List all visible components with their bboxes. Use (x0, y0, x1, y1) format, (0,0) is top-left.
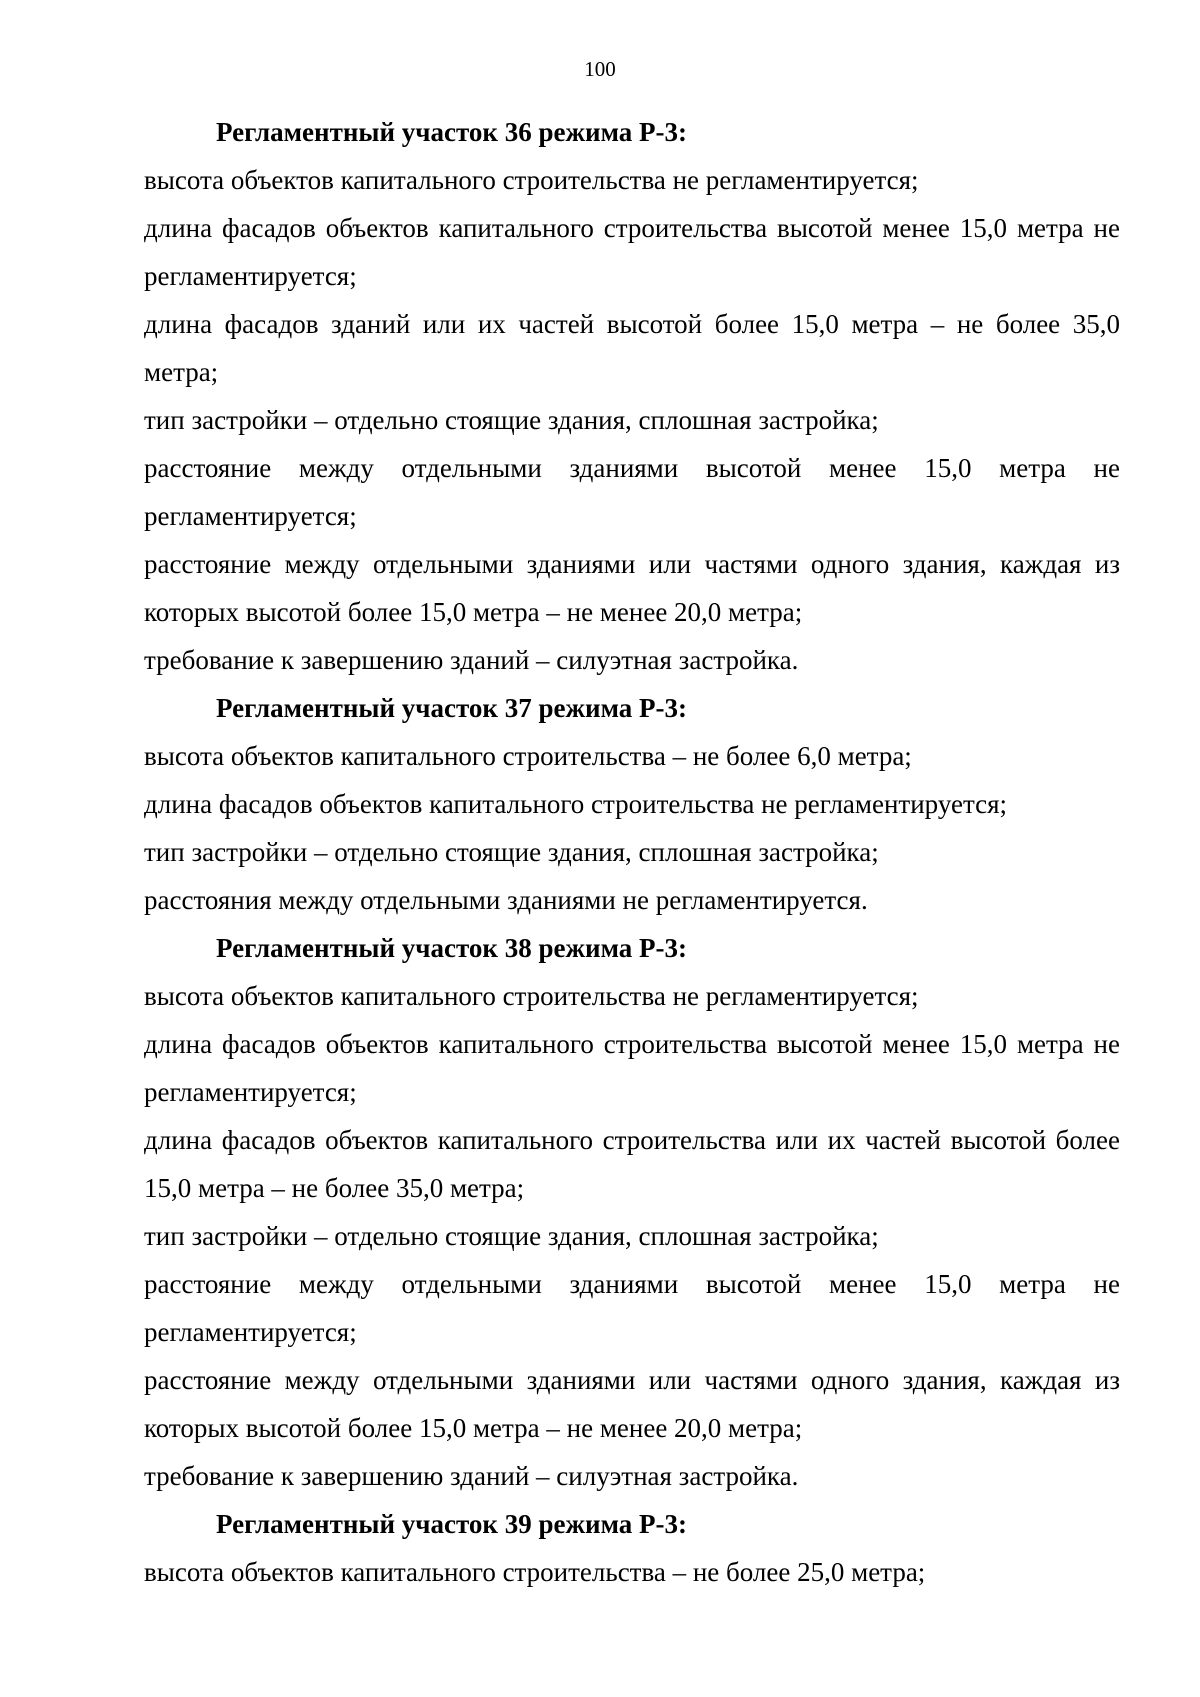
paragraph: требование к завершению зданий – силуэтная застройка. (144, 1461, 799, 1491)
section-heading: Регламентный участок 38 режима Р-3: (216, 933, 688, 963)
paragraph: расстояние между отдельными зданиями высотой менее 15,0 метра не регламентируется; (144, 453, 1120, 531)
paragraph: длина фасадов объектов капитального строительства не регламентируется; (144, 789, 1007, 819)
section-36 (144, 108, 1120, 684)
section-37 (144, 684, 1120, 924)
paragraph: расстояние между отдельными зданиями высотой менее 15,0 метра не регламентируется; (144, 1269, 1120, 1347)
section-38 (144, 924, 1120, 1500)
paragraph: тип застройки – отдельно стоящие здания, сплошная застройка; (144, 1221, 879, 1251)
paragraph: расстояния между отдельными зданиями не регламентируется. (144, 885, 868, 915)
paragraph: высота объектов капитального строительства – не более 6,0 метра; (144, 741, 912, 771)
page-content (144, 108, 1120, 1596)
paragraph: требование к завершению зданий – силуэтная застройка. (144, 645, 799, 675)
paragraph: высота объектов капитального строительства не регламентируется; (144, 981, 919, 1011)
paragraph: высота объектов капитального строительства – не более 25,0 метра; (144, 1557, 926, 1587)
paragraph: длина фасадов объектов капитального строительства высотой менее 15,0 метра не регламентируется; (144, 1029, 1120, 1107)
paragraph: расстояние между отдельными зданиями или частями одного здания, каждая из которых высотой более 15,0 метра – не менее 20,0 метра; (144, 549, 1120, 627)
section-heading: Регламентный участок 37 режима Р-3: (216, 693, 688, 723)
paragraph: длина фасадов объектов капитального строительства или их частей высотой более 15,0 метра – не более 35,0 метра; (144, 1125, 1120, 1203)
paragraph: расстояние между отдельными зданиями или частями одного здания, каждая из которых высотой более 15,0 метра – не менее 20,0 метра; (144, 1365, 1120, 1443)
section-39 (144, 1500, 1120, 1596)
page-number: 100 (584, 57, 616, 81)
section-heading: Регламентный участок 39 режима Р-3: (216, 1509, 688, 1539)
paragraph: длина фасадов объектов капитального строительства высотой менее 15,0 метра не регламентируется; (144, 213, 1120, 291)
paragraph: тип застройки – отдельно стоящие здания, сплошная застройка; (144, 405, 879, 435)
paragraph: длина фасадов зданий или их частей высотой более 15,0 метра – не более 35,0 метра; (144, 309, 1120, 387)
paragraph: тип застройки – отдельно стоящие здания, сплошная застройка; (144, 837, 879, 867)
section-heading: Регламентный участок 36 режима Р-3: (216, 117, 688, 147)
paragraph: высота объектов капитального строительства не регламентируется; (144, 165, 919, 195)
